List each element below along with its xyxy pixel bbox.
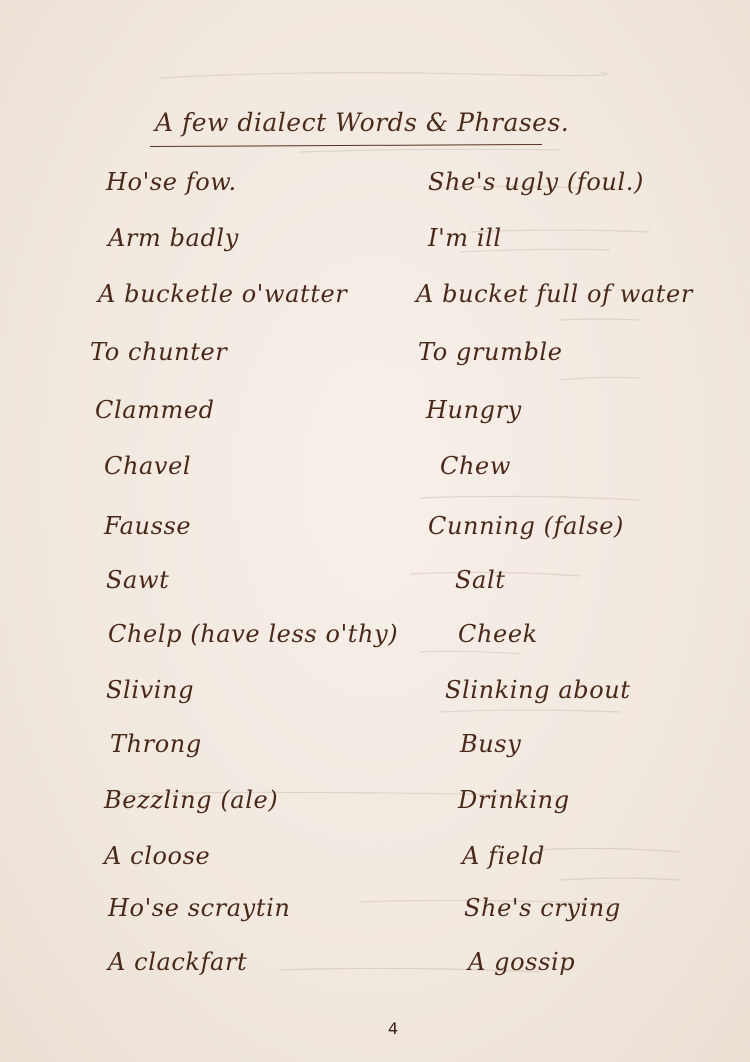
dialect-term: A cloose	[104, 842, 211, 870]
term-meaning: She's crying	[464, 894, 621, 922]
term-meaning: Busy	[460, 730, 522, 758]
dialect-term: Ho'se scraytin	[108, 894, 291, 922]
term-meaning: Drinking	[458, 786, 570, 814]
dialect-term: To chunter	[90, 338, 228, 366]
dialect-term: Chavel	[104, 452, 192, 480]
title-underline	[150, 144, 542, 147]
page-number: 4	[388, 1019, 399, 1038]
term-meaning: A bucket full of water	[416, 280, 693, 308]
dialect-term: A bucketle o'watter	[98, 280, 348, 308]
term-meaning: Cunning (false)	[428, 512, 624, 540]
term-meaning: Slinking about	[445, 676, 631, 704]
term-meaning: Chew	[440, 452, 511, 480]
dialect-term: Sliving	[106, 676, 195, 704]
dialect-term: Sawt	[106, 566, 170, 594]
term-meaning: She's ugly (foul.)	[428, 168, 644, 196]
term-meaning: A field	[462, 842, 545, 870]
term-meaning: Hungry	[426, 396, 522, 424]
dialect-term: Ho'se fow.	[106, 168, 237, 196]
term-meaning: Salt	[455, 566, 506, 594]
dialect-term: A clackfart	[108, 948, 248, 976]
term-meaning: I'm ill	[428, 224, 502, 252]
term-meaning: Cheek	[458, 620, 538, 648]
dialect-term: Throng	[110, 730, 202, 758]
dialect-term: Chelp (have less o'thy)	[108, 620, 399, 648]
term-meaning: A gossip	[468, 948, 576, 976]
dialect-term: Fausse	[104, 512, 192, 540]
dialect-term: Clammed	[95, 396, 215, 424]
dialect-term: Arm badly	[108, 224, 239, 252]
term-meaning: To grumble	[418, 338, 563, 366]
page-title: A few dialect Words & Phrases.	[155, 108, 570, 137]
dialect-term: Bezzling (ale)	[104, 786, 279, 814]
